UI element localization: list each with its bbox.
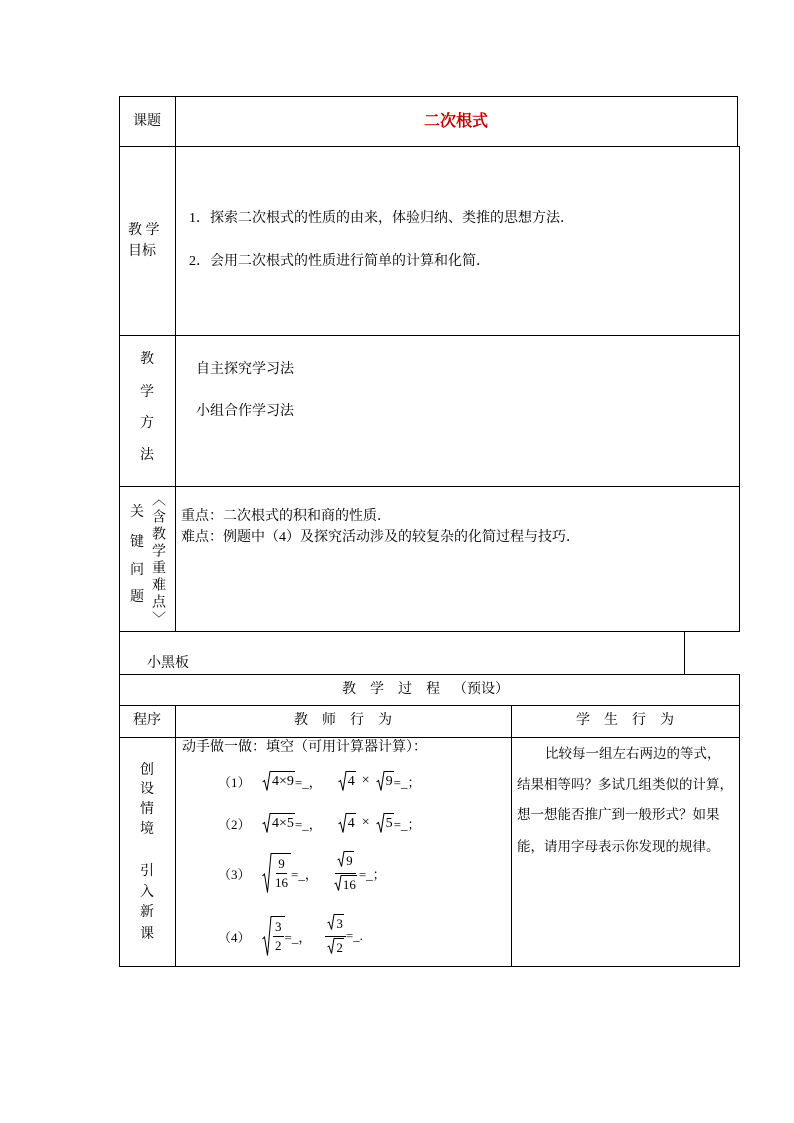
column-header-student: 学 生 行 为 (576, 713, 674, 728)
radical-fraction (262, 852, 291, 894)
radicand: 9 (346, 852, 353, 868)
fraction-of-radicals (325, 913, 346, 960)
radical (262, 812, 295, 834)
difficult-point: 难点：例题中（4）及探究活动涉及的较复杂的化简过程与技巧． (181, 530, 580, 545)
radical (337, 850, 354, 869)
radicand: 2 (336, 939, 343, 955)
exercise-label: （4） (218, 929, 251, 945)
numerator (325, 913, 346, 937)
stage-char: 情 (140, 802, 154, 817)
denominator (325, 937, 346, 960)
numerator: 3 (273, 918, 284, 937)
exercise-label: （1） (218, 774, 251, 790)
column-header-teacher: 教 师 行 为 (294, 713, 392, 728)
answer-blank: =_， (291, 866, 318, 882)
radicand: 5 (385, 813, 394, 833)
cell-objectives (175, 146, 740, 336)
methods-label-char: 学 (140, 385, 154, 400)
key-label-char: 题 (130, 590, 144, 605)
radical-sign-icon (334, 874, 342, 892)
radicand (272, 916, 285, 955)
radical (376, 812, 394, 834)
radical (327, 937, 344, 956)
radical (334, 874, 357, 893)
radicand: 16 (342, 876, 356, 892)
exercise-label: （2） (218, 816, 251, 832)
page-title: 二次根式 (423, 113, 488, 130)
numerator (335, 850, 356, 874)
radical-sign-icon (338, 770, 347, 792)
stage-char: 境 (140, 822, 154, 837)
radical-sign-icon (262, 852, 272, 894)
denominator (332, 874, 359, 897)
methods-label-char: 法 (140, 448, 154, 463)
student-text-line: 结果相等吗？多试几组类似的计算， (517, 777, 733, 792)
fraction-of-radicals (332, 850, 359, 897)
radical-sign-icon (376, 812, 385, 834)
radical (338, 770, 356, 792)
exercise-item-2 (218, 812, 421, 834)
radicand (272, 853, 291, 892)
answer-blank: =_； (393, 774, 421, 790)
key-label-char: 键 (130, 535, 144, 550)
teacher-intro: 动手做一做：填空（可用计算器计算）： (182, 740, 427, 755)
key-label-char: 问 (130, 563, 144, 578)
stage-char: 课 (140, 927, 154, 942)
objective-item-1: 1．探索二次根式的性质的由来，体验归纳、类推的思想方法． (189, 211, 574, 226)
student-text-line: 能，请用字母表示你发现的规律。 (517, 839, 720, 854)
radical (327, 913, 344, 932)
topic-label: 课题 (133, 114, 161, 129)
radical-fraction (262, 915, 285, 957)
cell-key (175, 486, 740, 632)
answer-blank: =_； (358, 866, 386, 882)
denominator: 16 (275, 875, 288, 890)
blackboard-label: 小黑板 (147, 656, 189, 671)
radical-sign-icon (327, 913, 335, 931)
radical-sign-icon (262, 812, 271, 834)
student-text-line: 想一想能否推广到一般形式？如果 (517, 807, 720, 822)
fraction (273, 918, 284, 955)
radical (376, 770, 394, 792)
radical (338, 812, 356, 834)
exercise-item-4 (218, 914, 363, 958)
radical-sign-icon (327, 937, 335, 955)
radical-sign-icon (262, 770, 271, 792)
answer-blank: =_， (294, 816, 322, 832)
objectives-label-line2: 目标 (128, 244, 156, 259)
times-sign: × (361, 815, 370, 830)
column-header-stage: 程序 (133, 713, 161, 728)
key-point: 重点：二次根式的积和商的性质． (181, 509, 391, 524)
key-label-note: 〈含教学重难点〉 (150, 492, 165, 628)
objective-item-2: 2．会用二次根式的性质进行简单的计算和化简． (189, 254, 490, 269)
cell-key-label (119, 486, 176, 632)
denominator: 2 (275, 938, 282, 953)
stage-char: 设 (140, 782, 154, 797)
cell-objectives-label (119, 146, 176, 336)
objectives-label-line1: 教 学 (128, 223, 160, 238)
radicand: 3 (336, 915, 343, 931)
stage-char: 新 (140, 905, 154, 920)
times-sign: × (361, 773, 370, 788)
cell-blackboard (119, 631, 685, 675)
radicand: 4×9 (271, 771, 295, 791)
radical-sign-icon (338, 812, 347, 834)
radicand: 4 (347, 771, 356, 791)
answer-blank: =_， (284, 929, 312, 945)
key-label-char: 关 (130, 505, 144, 520)
fraction (273, 855, 290, 892)
method-item-2: 小组合作学习法 (196, 404, 294, 419)
radicand: 4×5 (271, 813, 295, 833)
exercise-label: （3） (218, 866, 251, 882)
stage-char: 引 (140, 864, 154, 879)
answer-blank: =_. (345, 928, 363, 943)
exercise-item-3 (218, 851, 386, 895)
stage-char: 创 (140, 763, 154, 778)
process-title: 教 学 过 程 (342, 682, 440, 697)
answer-blank: =_， (294, 774, 322, 790)
method-item-1: 自主探究学习法 (196, 362, 294, 377)
methods-label-char: 教 (140, 352, 154, 367)
radical (262, 770, 295, 792)
process-subtitle: （预设） (453, 682, 509, 697)
radicand: 4 (347, 813, 356, 833)
radical-sign-icon (262, 915, 272, 957)
stage-char: 入 (140, 885, 154, 900)
student-text-line: 比较每一组左右两边的等式， (545, 746, 721, 761)
methods-label-char: 方 (140, 416, 154, 431)
radicand: 9 (385, 771, 394, 791)
answer-blank: =_； (393, 816, 421, 832)
numerator: 9 (276, 855, 287, 874)
radical-sign-icon (376, 770, 385, 792)
exercise-item-1 (218, 770, 421, 792)
radical-sign-icon (337, 850, 345, 868)
